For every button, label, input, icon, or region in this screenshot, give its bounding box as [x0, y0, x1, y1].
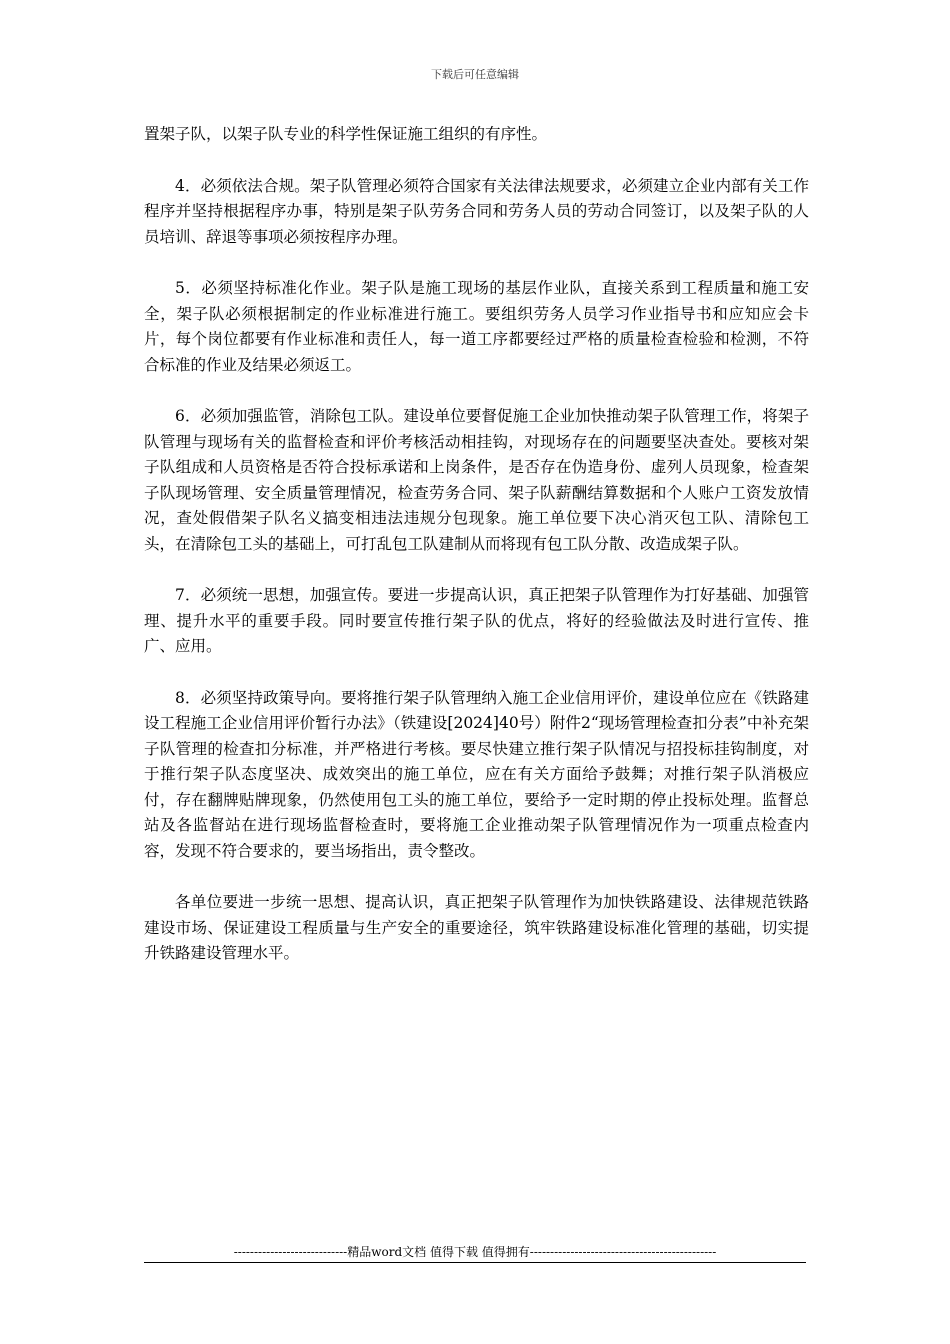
paragraph-item-7: 7．必须统一思想，加强宣传。要进一步提高认识，真正把架子队管理作为打好基础、加强管理、提升水平的重要手段。同时要宣传推行架子队的优点，将好的经验做法及时进行宣传、推广、应用。	[144, 586, 809, 655]
paragraph-item-4: 4．必须依法合规。架子队管理必须符合国家有关法律法规要求，必须建立企业内部有关工作程序并坚持根据程序办事，特别是架子队劳务合同和劳务人员的劳动合同签订，以及架子队的人员培训、辞退等事项必须按程序办理。	[144, 176, 809, 246]
paragraph-conclusion: 各单位要进一步统一思想、提高认识，真正把架子队管理作为加快铁路建设、法律规范铁路建设市场、保证建设工程质量与生产安全的重要途径，筑牢铁路建设标准化管理的基础，切实提升铁路建设管理水平。	[144, 893, 809, 962]
paragraph-item-5: 5．必须坚持标准化作业。架子队是施工现场的基层作业队，直接关系到工程质量和施工安全，架子队必须根据制定的作业标准进行施工。要组织劳务人员学习作业指导书和应知应会卡片，每个岗位都要有作业标准和责任人，每一道工序都要经过严格的质量检查检验和检测，不符合标准的作业及结果必须返工。	[144, 279, 809, 374]
page-header: 下载后可任意编辑	[431, 68, 519, 81]
paragraph-item-6: 6．必须加强监管，消除包工队。建设单位要督促施工企业加快推动架子队管理工作，将架子队管理与现场有关的监督检查和评价考核活动相挂钩，对现场存在的问题要坚决查处。要核对架子队组成和人员资格是否符合投标承诺和上岗条件，是否存在伪造身份、虚列人员现象，检查架子队现场管理、安全质量管理情况，检查劳务合同、架子队薪酬结算数据和个人账户工资发放情况，查处假借架子队名义搞变相违法违规分包现象。施工单位要下决心消灭包工队、清除包工头，在清除包工头的基础上，可打乱包工队建制从而将现有包工队分散、改造成架子队。	[144, 407, 809, 553]
paragraph-item-8: 8．必须坚持政策导向。要将推行架子队管理纳入施工企业信用评价，建设单位应在《铁路建设工程施工企业信用评价暂行办法》（铁建设[2024]40号）附件2“现场管理检查扣分表”中补充架子队管理的检查扣分标准，并严格进行考核。要尽快建立推行架子队情况与招投标挂钩制度，对于推行架子队态度坚决、成效突出的施工单位，应在有关方面给予鼓舞；对推行架子队消极应付，存在翻牌贴牌现象，仍然使用包工头的施工单位，要给予一定时期的停止投标处理。监督总站及各监督站在进行现场监督检查时，要将施工企业推动架子队管理情况作为一项重点检查内容，发现不符合要求的，要当场指出，责令整改。	[144, 688, 809, 860]
paragraph-continuation: 置架子队，以架子队专业的科学性保证施工组织的有序性。	[144, 125, 548, 143]
footer-divider	[144, 1262, 806, 1263]
document-body	[144, 122, 809, 993]
page-footer: ----------------------------精品word文档 值得下载 值得拥有----------------------------------------------	[233, 1245, 717, 1259]
